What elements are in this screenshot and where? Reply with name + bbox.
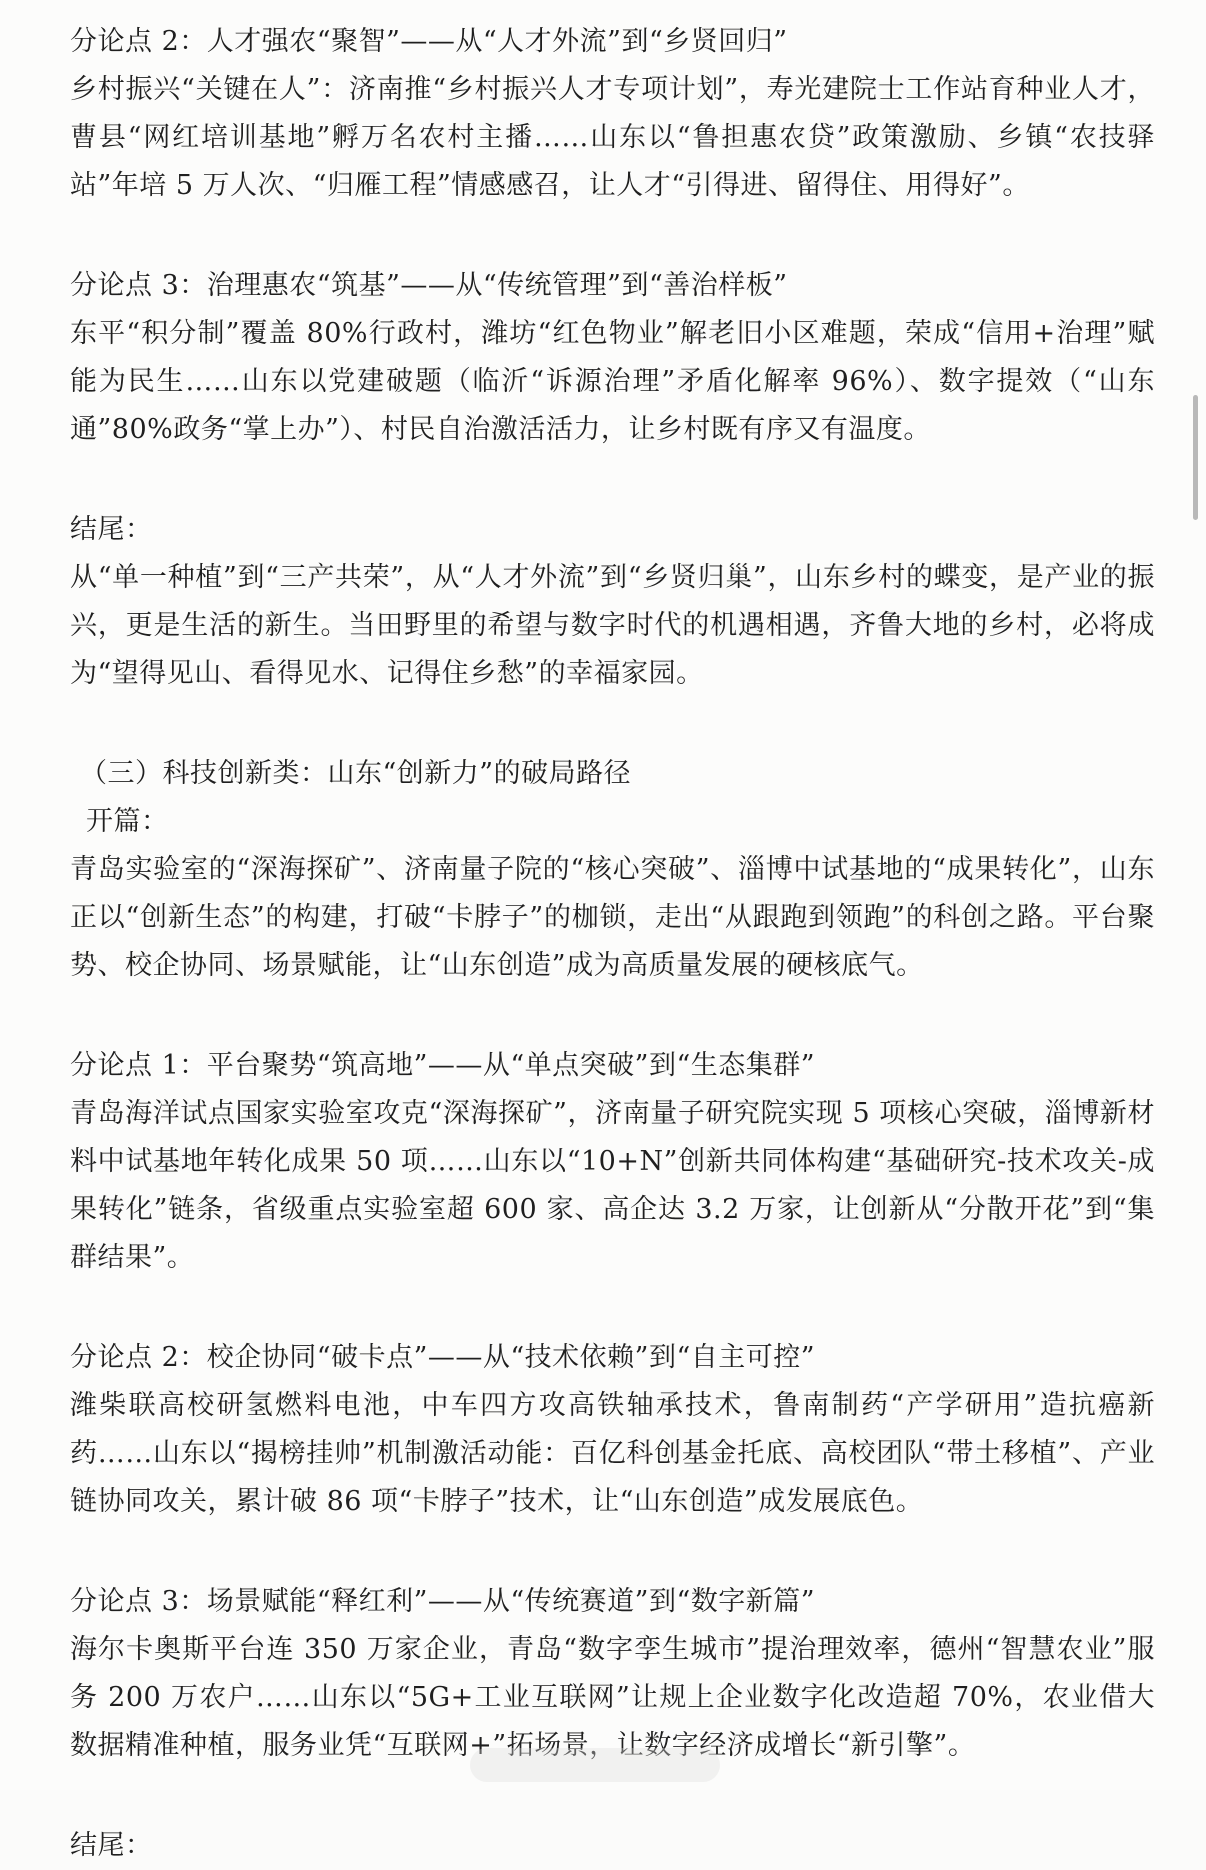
- subpoint-2-heading: 分论点 2：人才强农“聚智”——从“人才外流”到“乡贤回归”: [70, 26, 788, 57]
- tech-conclusion-heading: 结尾：: [70, 1830, 153, 1861]
- paragraph-gap: [70, 698, 1155, 750]
- document-body: [70, 18, 1155, 1870]
- paragraph-gap: [70, 454, 1155, 506]
- paragraph-gap: [70, 990, 1155, 1042]
- tech-subpoint-1-heading: 分论点 1：平台聚势“筑高地”——从“单点突破”到“生态集群”: [70, 1050, 816, 1081]
- paragraph-gap: [70, 1282, 1155, 1334]
- section-3-heading: （三）科技创新类：山东“创新力”的破局路径: [80, 758, 632, 789]
- paragraph-gap: [70, 210, 1155, 262]
- tech-subpoint-3-body: 海尔卡奥斯平台连 350 万家企业，青岛“数字孪生城市”提治理效率，德州“智慧农业”服务 200 万农户……山东以“5G+工业互联网”让规上企业数字化改造超 70%，农业借大数据精准种植，服务业凭“互联网+”拓场景，让数字经济成增长“新引擎”。: [70, 1634, 1155, 1761]
- opening-body: 青岛实验室的“深海探矿”、济南量子院的“核心突破”、淄博中试基地的“成果转化”，山东正以“创新生态”的构建，打破“卡脖子”的枷锁，走出“从跟跑到领跑”的科创之路。平台聚势、校企协同、场景赋能，让“山东创造”成为高质量发展的硬核底气。: [70, 854, 1155, 981]
- conclusion-body: 从“单一种植”到“三产共荣”，从“人才外流”到“乡贤归巢”，山东乡村的蝶变，是产业的振兴，更是生活的新生。当田野里的希望与数字时代的机遇相遇，齐鲁大地的乡村，必将成为“望得见山、看得见水、记得住乡愁”的幸福家园。: [70, 562, 1155, 689]
- subpoint-2-body: 乡村振兴“关键在人”：济南推“乡村振兴人才专项计划”，寿光建院士工作站育种业人才，曹县“网红培训基地”孵万名农村主播……山东以“鲁担惠农贷”政策激励、乡镇“农技驿站”年培 5 万人次、“归雁工程”情感感召，让人才“引得进、留得住、用得好”。: [70, 74, 1155, 201]
- tech-subpoint-1-body: 青岛海洋试点国家实验室攻克“深海探矿”，济南量子研究院实现 5 项核心突破，淄博新材料中试基地年转化成果 50 项……山东以“10+N”创新共同体构建“基础研究-技术攻关-成果转化”链条，省级重点实验室超 600 家、高企达 3.2 万家，让创新从“分散开花”到“集群结果”。: [70, 1098, 1155, 1273]
- tech-subpoint-3-heading: 分论点 3：场景赋能“释红利”——从“传统赛道”到“数字新篇”: [70, 1586, 816, 1617]
- opening-heading: 开篇：: [86, 806, 169, 837]
- tech-subpoint-2-body: 潍柴联高校研氢燃料电池，中车四方攻高铁轴承技术，鲁南制药“产学研用”造抗癌新药……山东以“揭榜挂帅”机制激活动能：百亿科创基金托底、高校团队“带土移植”、产业链协同攻关，累计破 86 项“卡脖子”技术，让“山东创造”成发展底色。: [70, 1390, 1155, 1517]
- subpoint-3-body: 东平“积分制”覆盖 80%行政村，潍坊“红色物业”解老旧小区难题，荣成“信用+治理”赋能为民生……山东以党建破题（临沂“诉源治理”矛盾化解率 96%）、数字提效（“山东通”80%政务“掌上办”）、村民自治激活活力，让乡村既有序又有温度。: [70, 318, 1155, 445]
- paragraph-gap: [70, 1526, 1155, 1578]
- subpoint-3-heading: 分论点 3：治理惠农“筑基”——从“传统管理”到“善治样板”: [70, 270, 788, 301]
- conclusion-heading: 结尾：: [70, 514, 153, 545]
- watermark-overlay: [470, 1748, 720, 1782]
- vertical-scrollbar[interactable]: [1193, 395, 1198, 520]
- tech-subpoint-2-heading: 分论点 2：校企协同“破卡点”——从“技术依赖”到“自主可控”: [70, 1342, 816, 1373]
